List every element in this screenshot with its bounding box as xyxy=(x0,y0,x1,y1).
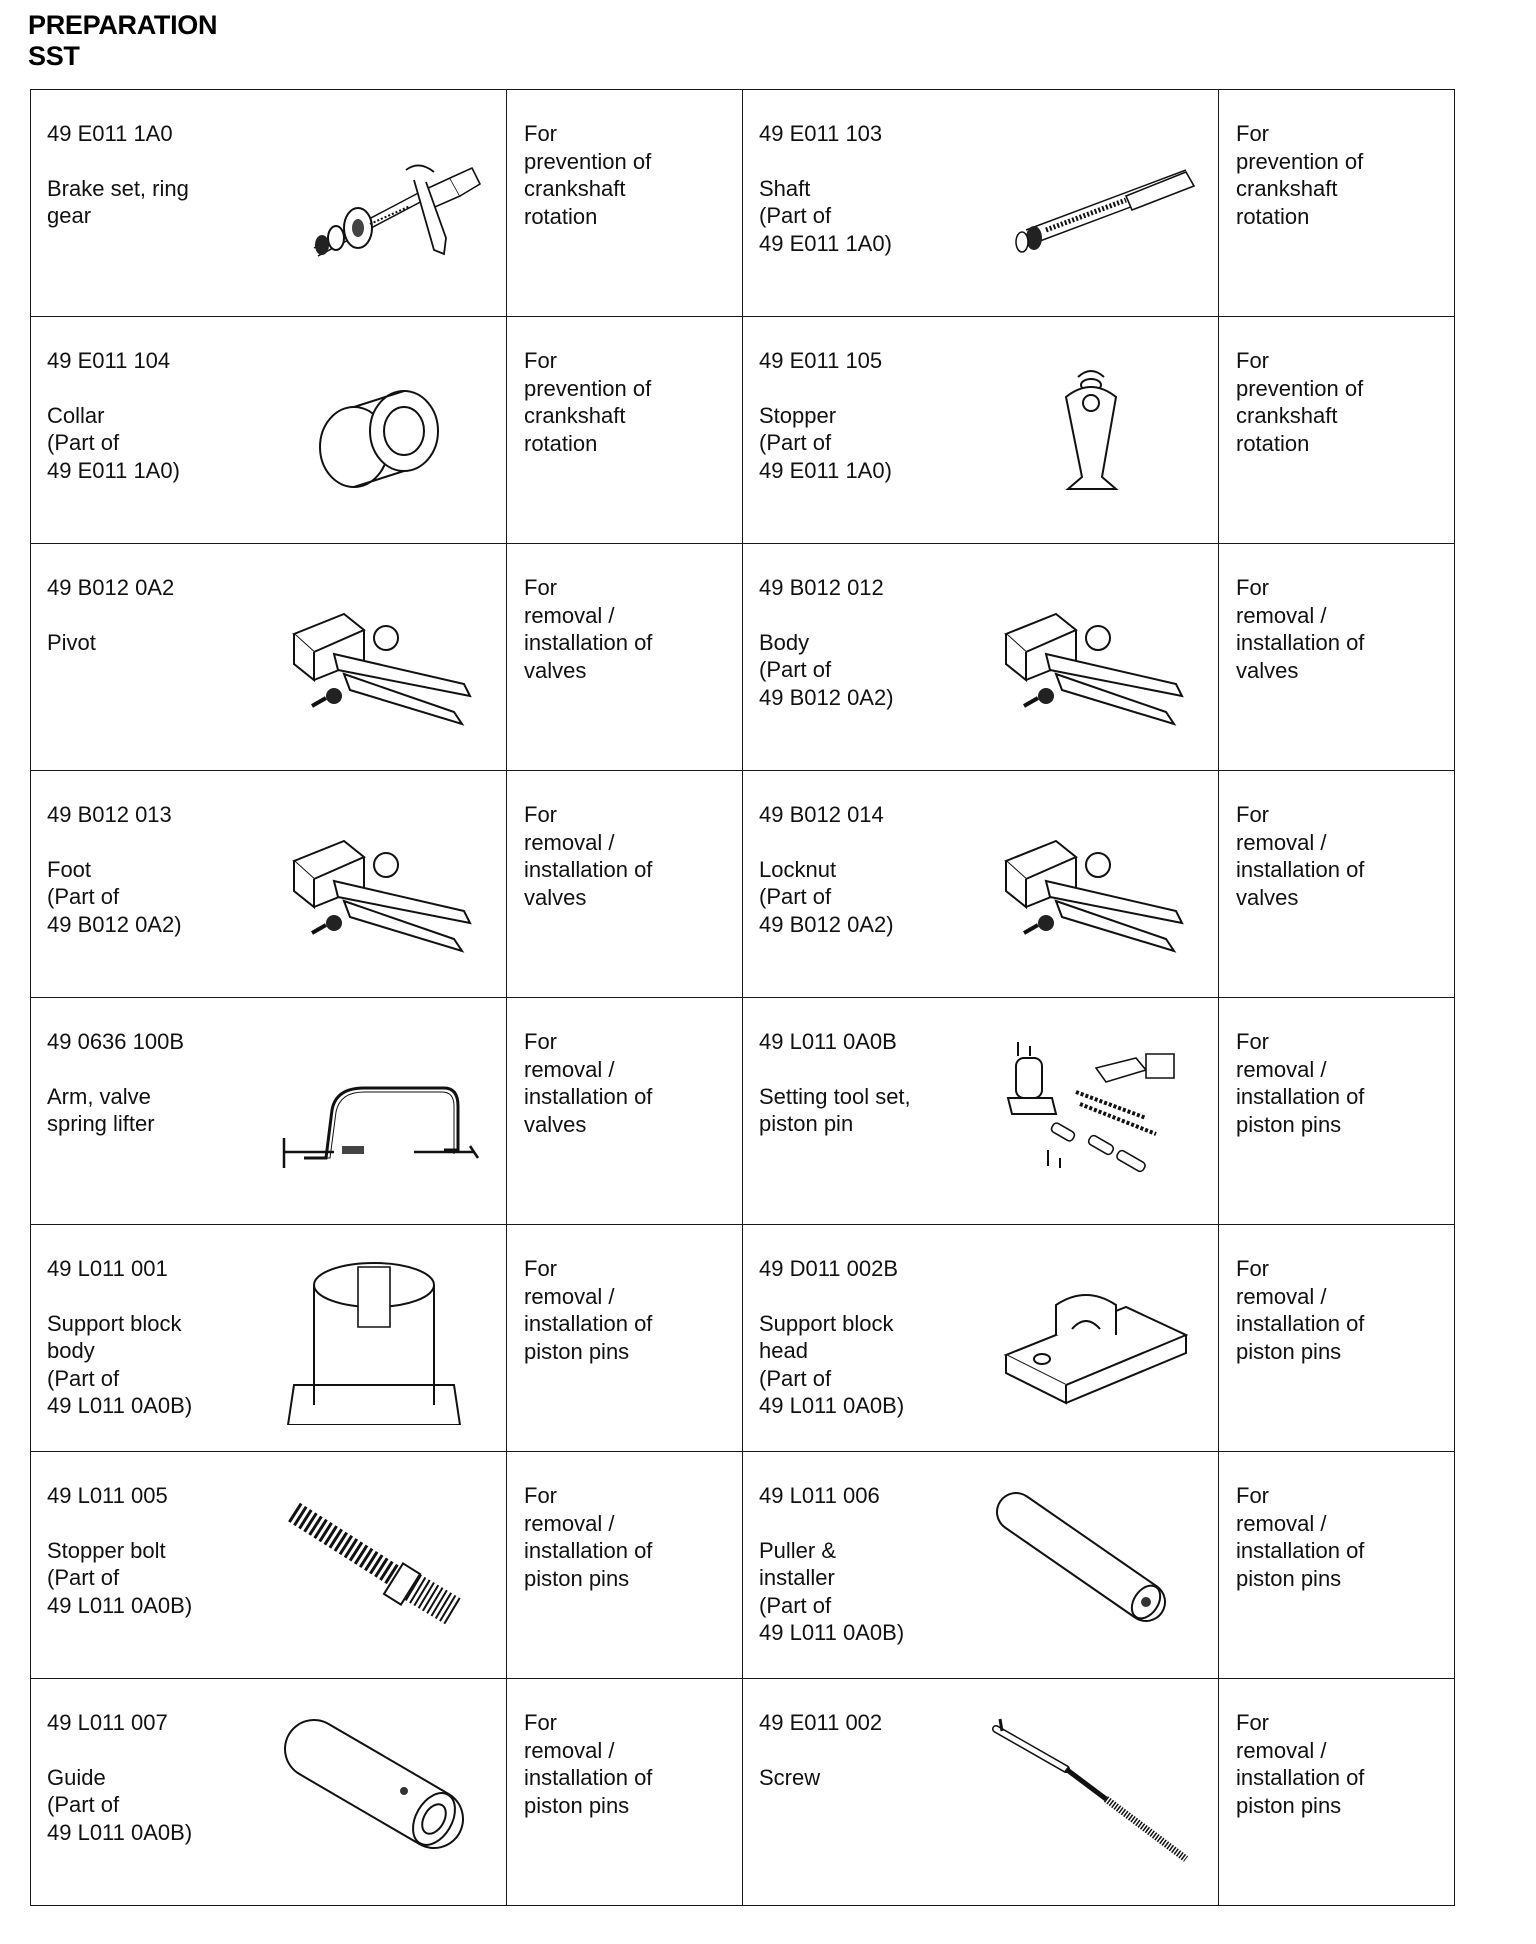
purpose-cell xyxy=(507,998,743,1225)
table-row xyxy=(31,317,1455,544)
valve-spring-lifter-arm-icon xyxy=(274,1028,484,1198)
tool-number: 49 E011 1A0 xyxy=(47,121,173,146)
tool-name: Stopper (Part of 49 E011 1A0) xyxy=(759,402,892,483)
guide-icon xyxy=(274,1709,484,1879)
purpose-cell xyxy=(507,1679,743,1906)
tool-purpose: For removal / installation of valves xyxy=(1236,575,1365,683)
locknut-icon xyxy=(986,801,1196,971)
tool-purpose: For prevention of crankshaft rotation xyxy=(1236,348,1364,456)
brake-set-icon xyxy=(274,120,484,290)
tool-cell xyxy=(31,771,507,998)
purpose-cell xyxy=(1219,90,1455,317)
tool-name: Pivot xyxy=(47,629,96,655)
foot-icon xyxy=(274,801,484,971)
tool-purpose: For removal / installation of piston pins xyxy=(1236,1256,1365,1364)
purpose-cell xyxy=(1219,544,1455,771)
tool-purpose: For removal / installation of piston pins xyxy=(1236,1710,1365,1818)
tool-cell xyxy=(31,998,507,1225)
page-heading xyxy=(28,10,217,72)
tool-number: 49 L011 001 xyxy=(47,1256,168,1281)
tool-purpose: For removal / installation of piston pins xyxy=(524,1483,653,1591)
tool-name: Collar (Part of 49 E011 1A0) xyxy=(47,402,180,483)
tool-name: Screw xyxy=(759,1764,821,1790)
tool-cell xyxy=(743,544,1219,771)
tool-number: 49 0636 100B xyxy=(47,1029,185,1054)
purpose-cell xyxy=(1219,317,1455,544)
sst-table xyxy=(30,89,1455,1906)
table-row xyxy=(31,998,1455,1225)
table-row xyxy=(31,1452,1455,1679)
tool-purpose: For prevention of crankshaft rotation xyxy=(524,348,652,456)
tool-number: 49 E011 103 xyxy=(759,121,883,146)
tool-cell xyxy=(31,90,507,317)
tool-purpose: For prevention of crankshaft rotation xyxy=(1236,121,1364,229)
tool-cell xyxy=(743,1679,1219,1906)
tool-number: 49 D011 002B xyxy=(759,1256,899,1281)
tool-number: 49 B012 014 xyxy=(759,802,884,827)
purpose-cell xyxy=(507,317,743,544)
tool-cell xyxy=(743,1452,1219,1679)
purpose-cell xyxy=(507,1225,743,1452)
table-row xyxy=(31,90,1455,317)
purpose-cell xyxy=(1219,1225,1455,1452)
tool-number: 49 L011 007 xyxy=(47,1710,168,1735)
collar-icon xyxy=(274,347,484,517)
tool-purpose: For removal / installation of valves xyxy=(1236,802,1365,910)
heading-sst: SST xyxy=(28,41,80,71)
puller-installer-icon xyxy=(986,1482,1196,1652)
tool-name: Stopper bolt (Part of 49 L011 0A0B) xyxy=(47,1537,193,1618)
tool-name: Support block head (Part of 49 L011 0A0B) xyxy=(759,1310,905,1418)
tool-number: 49 B012 0A2 xyxy=(47,575,175,600)
tool-purpose: For removal / installation of valves xyxy=(524,802,653,910)
table-row xyxy=(31,771,1455,998)
tool-number: 49 E011 104 xyxy=(47,348,171,373)
body-icon xyxy=(986,574,1196,744)
tool-purpose: For prevention of crankshaft rotation xyxy=(524,121,652,229)
tool-cell xyxy=(31,1225,507,1452)
tool-number: 49 E011 105 xyxy=(759,348,883,373)
purpose-cell xyxy=(1219,1679,1455,1906)
tool-cell xyxy=(743,771,1219,998)
purpose-cell xyxy=(1219,771,1455,998)
tool-purpose: For removal / installation of valves xyxy=(524,1029,653,1137)
tool-number: 49 B012 013 xyxy=(47,802,172,827)
purpose-cell xyxy=(507,90,743,317)
tool-cell xyxy=(743,317,1219,544)
table-row xyxy=(31,544,1455,771)
purpose-cell xyxy=(507,1452,743,1679)
pivot-icon xyxy=(274,574,484,744)
tool-name: Brake set, ring gear xyxy=(47,175,189,228)
tool-purpose: For removal / installation of piston pins xyxy=(1236,1483,1365,1591)
tool-name: Foot (Part of 49 B012 0A2) xyxy=(47,856,182,937)
tool-cell xyxy=(31,317,507,544)
tool-name: Locknut (Part of 49 B012 0A2) xyxy=(759,856,894,937)
tool-number: 49 L011 006 xyxy=(759,1483,880,1508)
tool-name: Guide (Part of 49 L011 0A0B) xyxy=(47,1764,193,1845)
tool-number: 49 L011 0A0B xyxy=(759,1029,897,1054)
heading-preparation: PREPARATION xyxy=(28,10,218,40)
purpose-cell xyxy=(507,771,743,998)
tool-purpose: For removal / installation of piston pins xyxy=(524,1710,653,1818)
tool-cell xyxy=(743,1225,1219,1452)
tool-cell xyxy=(743,90,1219,317)
shaft-icon xyxy=(986,120,1196,290)
tool-cell xyxy=(31,1679,507,1906)
tool-purpose: For removal / installation of piston pins xyxy=(524,1256,653,1364)
stopper-bolt-icon xyxy=(274,1482,484,1652)
tool-purpose: For removal / installation of piston pins xyxy=(1236,1029,1365,1137)
tool-cell xyxy=(31,544,507,771)
purpose-cell xyxy=(507,544,743,771)
tool-name: Setting tool set, piston pin xyxy=(759,1083,911,1136)
support-block-body-icon xyxy=(274,1255,484,1425)
tool-name: Shaft (Part of 49 E011 1A0) xyxy=(759,175,892,256)
setting-tool-set-icon xyxy=(986,1028,1196,1198)
table-row xyxy=(31,1225,1455,1452)
purpose-cell xyxy=(1219,1452,1455,1679)
tool-name: Puller & installer (Part of 49 L011 0A0B) xyxy=(759,1537,905,1645)
tool-number: 49 L011 005 xyxy=(47,1483,168,1508)
stopper-icon xyxy=(986,347,1196,517)
support-block-head-icon xyxy=(986,1255,1196,1425)
tool-cell xyxy=(743,998,1219,1225)
purpose-cell xyxy=(1219,998,1455,1225)
screw-icon xyxy=(986,1709,1196,1879)
tool-number: 49 E011 002 xyxy=(759,1710,883,1735)
tool-name: Support block body (Part of 49 L011 0A0B) xyxy=(47,1310,193,1418)
tool-name: Arm, valve spring lifter xyxy=(47,1083,155,1136)
tool-name: Body (Part of 49 B012 0A2) xyxy=(759,629,894,710)
table-row xyxy=(31,1679,1455,1906)
tool-cell xyxy=(31,1452,507,1679)
tool-purpose: For removal / installation of valves xyxy=(524,575,653,683)
tool-number: 49 B012 012 xyxy=(759,575,884,600)
